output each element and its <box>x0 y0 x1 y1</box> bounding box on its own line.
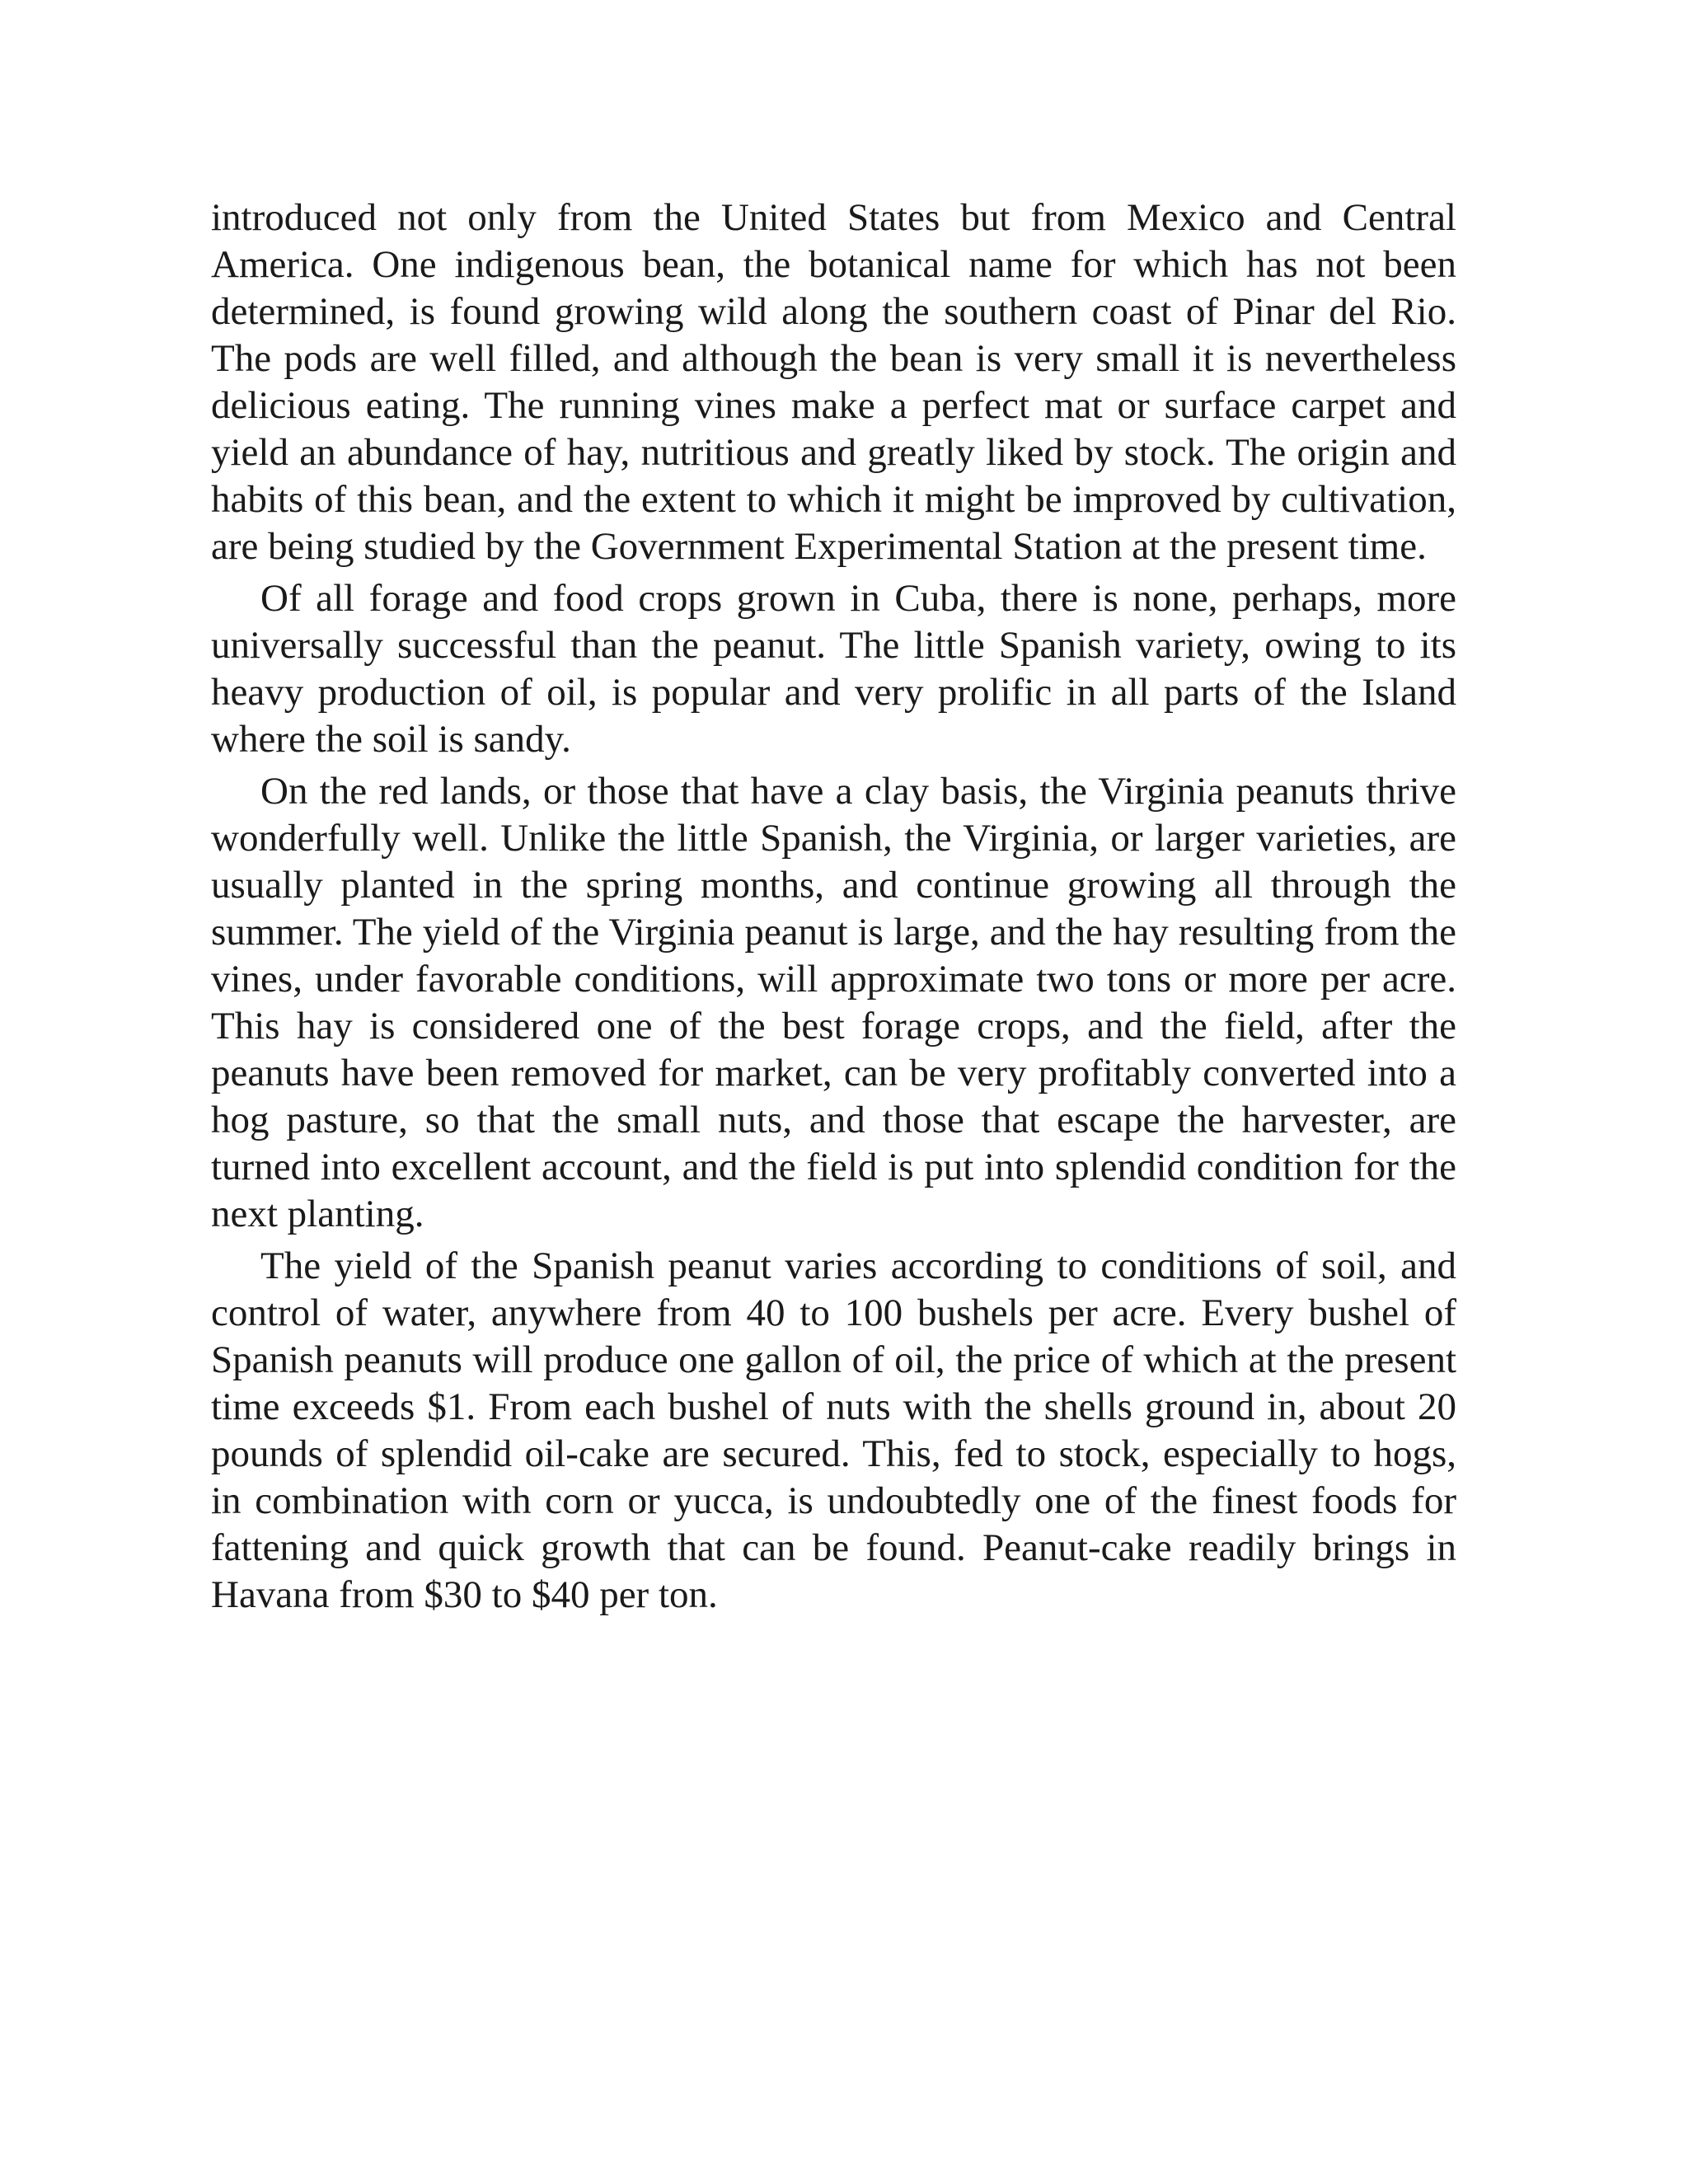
paragraph-3: On the red lands, or those that have a clay basis, the Virginia peanuts thrive wonderfully well. Unlike the little Spanish, the Virginia, or larger varieties, are usually planted in the spring months, and continue growing all through the summer. The yield of the Virginia peanut is large, and the hay resulting from the vines, under favorable conditions, will approximate two tons or more per acre. This hay is considered one of the best forage crops, and the field, after the peanuts have been removed for market, can be very profitably converted into a hog pasture, so that the small nuts, and those that escape the harvester, are turned into excellent account, and the field is put into splendid condition for the next planting. <box>211 770 1456 1235</box>
paragraph-4: The yield of the Spanish peanut varies according to conditions of soil, and control of water, anywhere from 40 to 100 bushels per acre. Every bushel of Spanish peanuts will produce one gallon of oil, the price of which at the present time exceeds $1. From each bushel of nuts with the shells ground in, about 20 pounds of splendid oil-cake are secured. This, fed to stock, especially to hogs, in combination with corn or yucca, is undoubtedly one of the finest foods for fattening and quick growth that can be found. Peanut-cake readily brings in Havana from $30 to $40 per ton. <box>211 1244 1456 1616</box>
paragraph-2: Of all forage and food crops grown in Cuba, there is none, perhaps, more universally successful than the peanut. The little Spanish variety, owing to its heavy production of oil, is popular and very prolific in all parts of the Island where the soil is sandy. <box>211 577 1456 761</box>
paragraph-1: introduced not only from the United States but from Mexico and Central America. One indigenous bean, the botanical name for which has not been determined, is found growing wild along the southern coast of Pinar del Rio. The pods are well filled, and although the bean is very small it is nevertheless delicious eating. The running vines make a perfect mat or surface carpet and yield an abundance of hay, nutritious and greatly liked by stock. The origin and habits of this bean, and the extent to which it might be improved by cultivation, are being studied by the Government Experimental Station at the present time. <box>211 196 1456 568</box>
body-text <box>211 194 1456 1624</box>
